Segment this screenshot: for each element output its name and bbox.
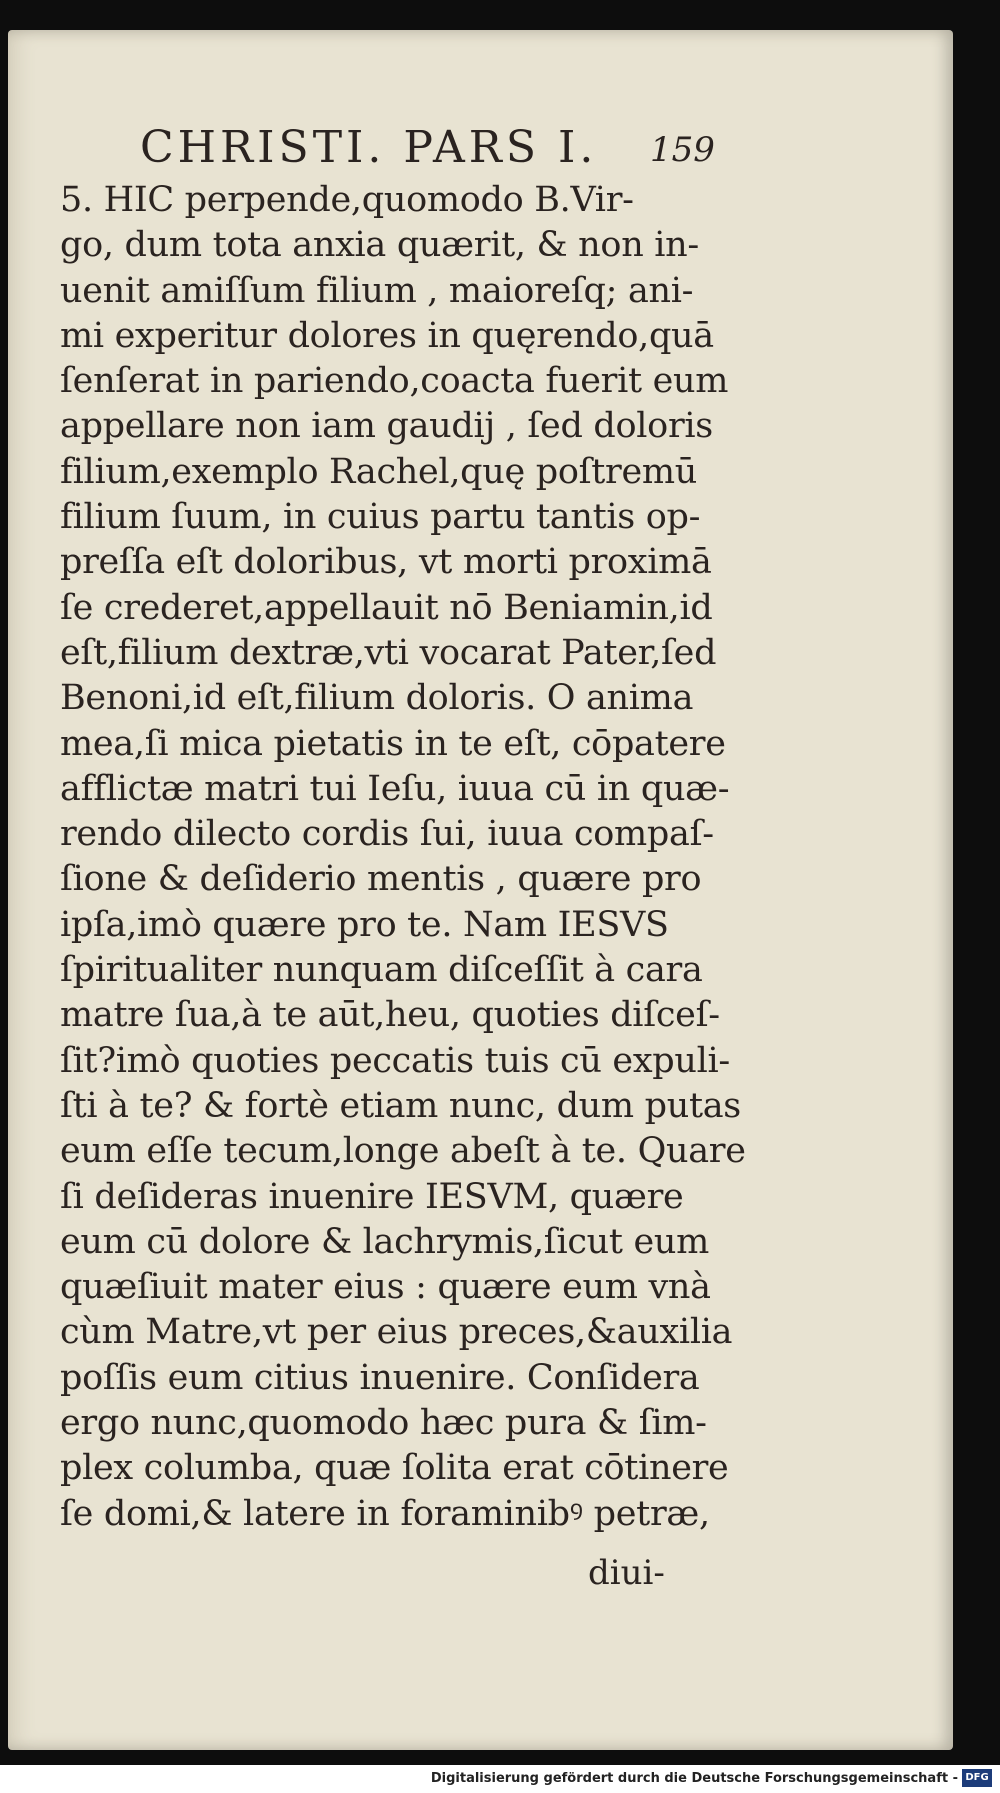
text-line: 5. HIC perpende,quomodo B.Vir- [60,180,634,220]
text-line: go, dum tota anxia quærit, & non in- [60,225,699,266]
text-line: poſſis eum citius inuenire. Conſidera [60,1357,700,1398]
text-line: mi experitur dolores in quęrendo,quā [60,315,714,356]
text-line: ſpiritualiter nunquam diſceſſit à cara [60,950,703,991]
text-line: ſe domi,& latere in foraminibꝰ petræ, [60,1493,710,1534]
text-line: ſione & deſiderio mentis , quære pro [60,859,702,900]
page-number: 159 [650,130,715,170]
text-line: filium ſuum, in cuius partu tantis op- [60,497,701,538]
text-line: ſenſerat in pariendo,coacta fuerit eum [60,361,729,402]
dfg-logo: DFG [962,1769,992,1787]
text-line: preſſa eſt doloribus, vt morti proximā [60,542,712,583]
catchword: diui- [588,1553,665,1593]
footer-bar [0,1765,1000,1793]
text-line: quæſiuit mater eius : quære eum vnà [60,1267,711,1308]
text-line: plex columba, quæ ſolita erat cōtinere [60,1448,729,1489]
text-line: eſt,filium dextræ,vti vocarat Pater,ſed [60,632,717,673]
text-line: ipſa,imò quære pro te. Nam IESVS [60,904,669,945]
text-line: rendo dilecto cordis ſui, iuua compaſ- [60,814,714,855]
text-line: afflictæ matri tui Ieſu, iuua cū in quæ- [60,768,730,809]
text-line: Benoni,id eſt,filium doloris. O anima [60,678,694,719]
text-line: ſit?imò quoties peccatis tuis cū expuli- [60,1040,730,1081]
text-line: uenit amiſſum filium , maioreſq; ani- [60,270,694,311]
text-line: mea,ſi mica pietatis in te eſt, cōpatere [60,723,726,764]
running-head: CHRISTI. PARS I. [140,122,598,173]
text-block [60,178,746,1537]
book-page [8,30,953,1750]
text-line: ſi deſideras inuenire IESVM, quære [60,1176,684,1217]
footer-credit: Digitalisierung gefördert durch die Deutsche Forschungsgemeinschaft - [430,1771,958,1786]
text-line: ergo nunc,quomodo hæc pura & ſim- [60,1403,707,1444]
text-line: ſe crederet,appellauit nō Beniamin,id [60,587,713,628]
text-line: matre ſua,à te aūt,heu, quoties diſceſ- [60,995,720,1036]
text-line: cùm Matre,vt per eius preces,&auxilia [60,1312,733,1353]
text-line: ſti à te? & fortè etiam nunc, dum putas [60,1085,741,1126]
text-line: eum eſſe tecum,longe abeſt à te. Quare [60,1131,746,1172]
text-line: eum cū dolore & lachrymis,ſicut eum [60,1221,710,1262]
text-line: appellare non iam gaudij , ſed doloris [60,406,713,447]
text-line: filium,exemplo Rachel,quę poſtremū [60,451,697,492]
